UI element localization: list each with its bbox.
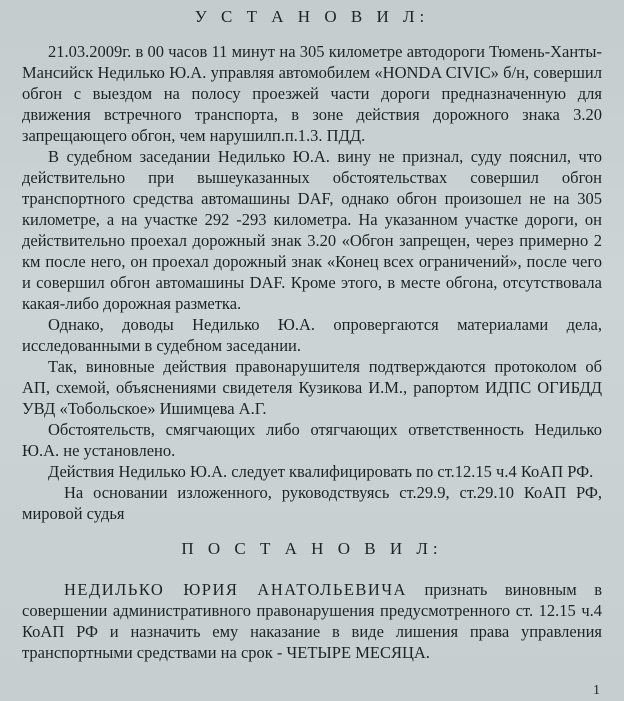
paragraph-defendant-explanation: В судебном заседании Недилько Ю.А. вину не признал, суду пояснил, что действительно при вышеуказанных обстоятельствах совершил обгон транспортного средства автомашины DAF, однако обгон произошел не на 305 километре, а на участке 292 -293 километра. На указанном участке дороги, он действительно проехал дорожный знак 3.20 «Обгон запрещен, через примерно 2 км после него, он проехал дорожный знак «Конец всех ограничений», после чего и совершил обгон автомашины DAF. Кроме этого, в месте обгона, отсутствовала какая-либо дорожная разметка. [22, 147, 602, 313]
page-number: 1 [593, 683, 600, 698]
paragraph-basis: На основании изложенного, руководствуясь ст.29.9, ст.29.10 КоАП РФ, мировой судья [22, 483, 602, 523]
defendant-name: НЕДИЛЬКО ЮРИЯ АНАТОЛЬЕВИЧА [64, 580, 407, 599]
paragraph-qualification: Действия Недилько Ю.А. следует квалифицировать по ст.12.15 ч.4 КоАП РФ. [48, 462, 594, 481]
verdict-text: признать виновным в совершении административного правонарушения предусмотренного ст. 12.15 ч.4 КоАП РФ и назначить ему наказание в виде лишения права управления транспортными средствами на срок - ЧЕТЫРЕ МЕСЯЦА. [22, 580, 602, 662]
paragraph-circumstances: Обстоятельств, смягчающих либо отягчающих ответственность Недилько Ю.А. не установлено. [22, 420, 602, 460]
paragraph-evidence: Так, виновные действия правонарушителя подтверждаются протоколом об АП, схемой, объяснениями свидетеля Кузикова И.М., рапортом ИДПС ОГИБДД УВД «Тобольское» Ишимцева А.Г. [22, 357, 602, 418]
heading-resolved: П О С Т А Н О В И Л: [181, 539, 443, 558]
heading-established: У С Т А Н О В И Л: [194, 7, 430, 26]
paragraph-verdict [22, 579, 602, 663]
paragraph-incident: 21.03.2009г. в 00 часов 11 минут на 305 километре автодороги Тюмень-Ханты-Мансийск Недилько Ю.А. управляя автомобилем «HONDA CIVIC» б/н, совершил обгон с выездом на полосу проезжей части дороги предназначенную для движения встречного транспорта, в зоне действия дорожного знака 3.20 запрещающего обгон, чем нарушилп.п.1.3. ПДД. [22, 42, 602, 145]
paragraph-arguments-refuted: Однако, доводы Недилько Ю.А. опровергаются материалами дела, исследованными в судебном заседании. [22, 315, 602, 355]
